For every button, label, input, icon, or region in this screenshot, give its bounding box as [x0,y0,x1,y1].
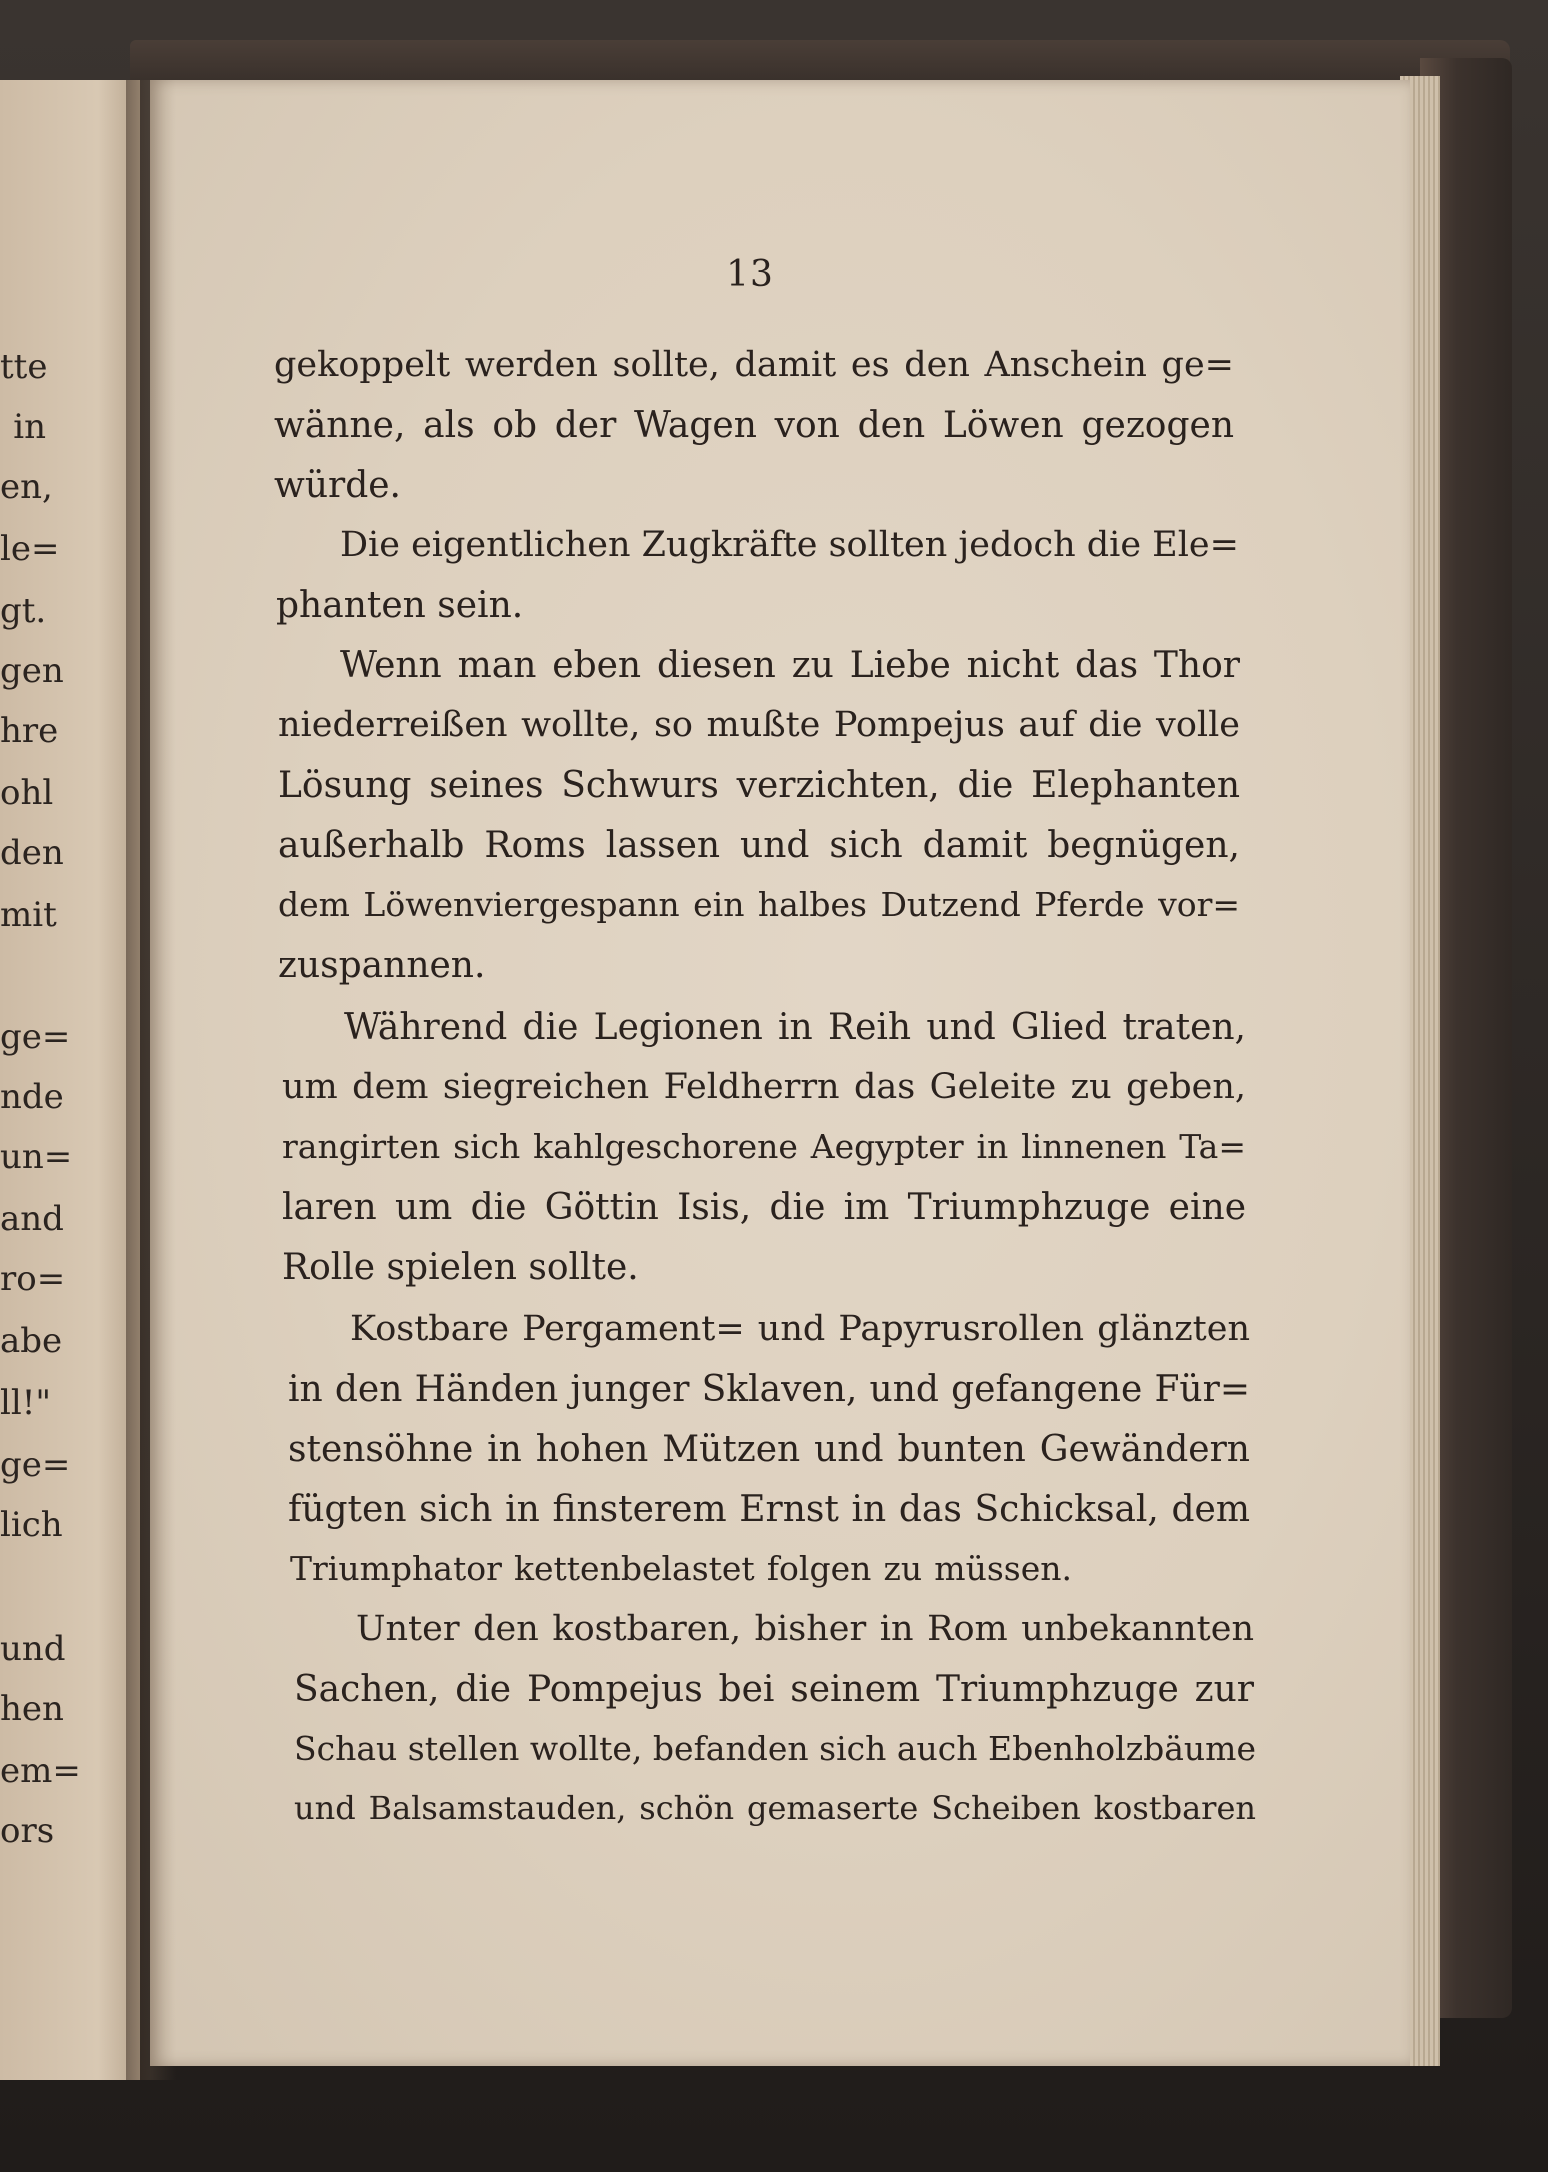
page-number: 13 [726,254,774,295]
text-line: phanten sein. [276,585,524,626]
text-line: um dem siegreichen Feldherrn das Geleite zu geben, [282,1067,1246,1107]
left-page [0,80,140,2080]
text-line: und Balsamstauden, schön gemaserte Scheiben kostbaren [294,1789,1256,1827]
text-line: Sachen, die Pompejus bei seinem Triumphzuge zur [294,1669,1254,1710]
text-line: Wenn man eben diesen zu Liebe nicht das Thor [340,645,1240,686]
left-page-fragment: nde [0,1077,64,1117]
text-line: Schau stellen wollte, befanden sich auch Ebenholzbäume [294,1729,1256,1768]
text-line: rangirten sich kahlgeschorene Aegypter in linnenen Ta= [282,1127,1246,1166]
text-line: Kostbare Pergament= und Papyrusrollen glänzten [350,1309,1250,1349]
left-page-fragment: ge= [0,1017,71,1057]
left-page-fragment: ors [0,1811,55,1851]
text-line: Die eigentlichen Zugkräfte sollten jedoch die Ele= [340,525,1239,565]
text-line: Rolle spielen sollte. [282,1247,639,1288]
left-page-fragment: en, [0,467,53,507]
left-page-fragment: ro= [0,1259,66,1299]
left-page-fragment: gen [0,651,64,691]
text-line: Triumphator kettenbelastet folgen zu müssen. [290,1549,1072,1588]
text-line: stensöhne in hohen Mützen und bunten Gewändern [288,1429,1250,1470]
left-page-fragment: tte [0,347,48,387]
left-page-fragment: hre [0,711,59,751]
text-line: außerhalb Roms lassen und sich damit begnügen, [278,825,1240,866]
left-page-fragment: ge= [0,1445,71,1485]
text-line: laren um die Göttin Isis, die im Triumphzuge eine [282,1187,1246,1228]
left-page-fragment: lich [0,1505,63,1545]
text-line: gekoppelt werden sollte, damit es den Anschein ge= [274,345,1234,385]
left-page-fragment: in [13,407,46,447]
text-line: in den Händen junger Sklaven, und gefangene Für= [288,1369,1250,1410]
left-page-fragment: ll!" [0,1383,52,1423]
left-page-fragment: hen [0,1689,64,1729]
text-line: Lösung seines Schwurs verzichten, die Elephanten [278,765,1240,806]
text-line: niederreißen wollte, so mußte Pompejus auf die volle [278,705,1240,745]
left-page-fragment: em= [0,1751,81,1791]
left-page-fragment: den [0,833,64,873]
text-line: fügten sich in finsterem Ernst in das Schicksal, dem [288,1489,1250,1530]
left-page-fragment: gt. [0,591,47,631]
left-page-fragment: le= [0,529,60,569]
left-page-fragment: un= [0,1137,73,1177]
left-page-fragment: mit [0,895,57,935]
left-page-fragment: ohl [0,773,54,813]
left-page-fragment: und [0,1629,66,1669]
text-line: Während die Legionen in Reih und Glied traten, [344,1007,1246,1048]
text-line: Unter den kostbaren, bisher in Rom unbekannten [356,1609,1254,1649]
book-cover-top [130,40,1510,80]
left-page-fragment: and [0,1199,64,1239]
text-line: zuspannen. [278,945,486,986]
text-line: dem Löwenviergespann ein halbes Dutzend Pferde vor= [278,885,1240,924]
gutter-shadow [126,80,176,2080]
left-page-fragment: abe [0,1321,63,1361]
text-line: würde. [274,465,402,506]
text-line: wänne, als ob der Wagen von den Löwen gezogen [274,405,1234,446]
